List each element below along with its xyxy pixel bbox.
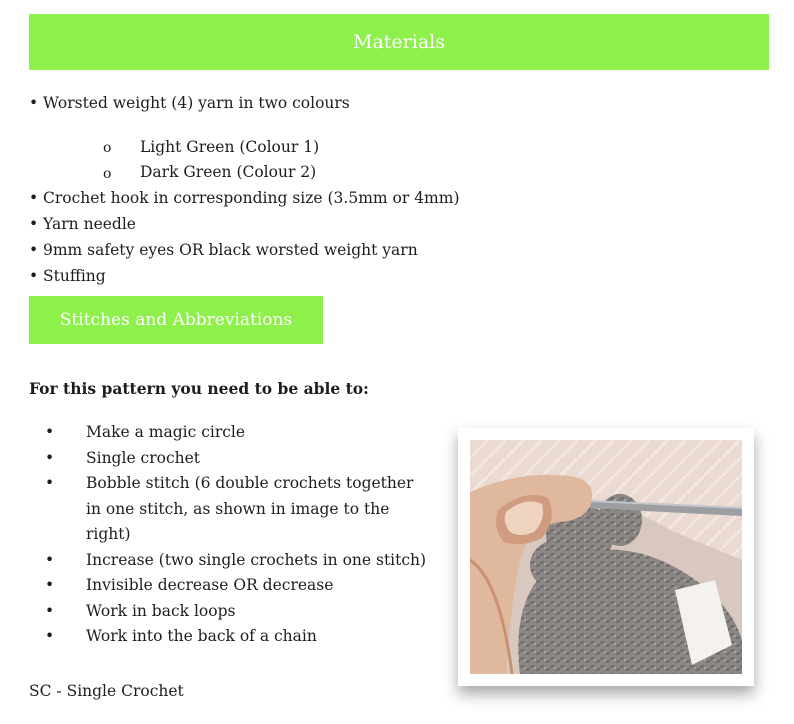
bullet-icon: • — [29, 215, 39, 233]
bobble-stitch-illustration — [470, 440, 742, 674]
materials-item: • Stuffing — [29, 267, 106, 285]
stitches-banner — [29, 296, 323, 344]
materials-sub-item: Light Green (Colour 1) — [140, 138, 320, 156]
bullet-icon: • — [45, 474, 55, 492]
materials-banner — [29, 14, 769, 70]
list-item: • Increase (two single crochets in one stitch) — [29, 548, 429, 574]
materials-item: • Yarn needle — [29, 215, 136, 233]
materials-title: Materials — [353, 31, 445, 53]
materials-item: • Worsted weight (4) yarn in two colours — [29, 94, 350, 112]
list-item: • Work into the back of a chain — [29, 624, 429, 650]
bullet-icon: • — [29, 189, 39, 207]
bullet-icon: • — [29, 94, 39, 112]
bullet-icon: • — [45, 550, 55, 569]
bullet-icon: • — [45, 448, 55, 467]
circle-bullet-icon: o — [103, 166, 112, 182]
list-item: • Invisible decrease OR decrease — [29, 573, 429, 599]
crochet-photo — [458, 428, 754, 686]
list-item: • Make a magic circle — [29, 420, 429, 446]
list-item: • Work in back loops — [29, 599, 429, 625]
circle-bullet-icon: o — [103, 140, 112, 156]
list-item: • Single crochet — [29, 446, 429, 472]
list-item: • Bobble stitch (6 double crochets together in one stitch, as shown in image to the right) — [29, 471, 429, 548]
stitches-title: Stitches and Abbreviations — [59, 310, 293, 330]
bullet-icon: • — [45, 627, 55, 645]
skills-list — [29, 420, 429, 650]
materials-item: • 9mm safety eyes OR black worsted weight yarn — [29, 241, 418, 259]
bullet-icon: • — [45, 576, 55, 594]
bullet-icon: • — [29, 267, 39, 285]
bullet-icon: • — [29, 241, 39, 259]
materials-item: • Crochet hook in corresponding size (3.5mm or 4mm) — [29, 189, 460, 207]
bullet-icon: • — [45, 423, 55, 441]
bullet-icon: • — [45, 601, 55, 620]
abbreviation-sc: SC - Single Crochet — [29, 682, 184, 700]
skills-heading: For this pattern you need to be able to: — [29, 379, 369, 398]
materials-sub-item: Dark Green (Colour 2) — [140, 163, 317, 181]
